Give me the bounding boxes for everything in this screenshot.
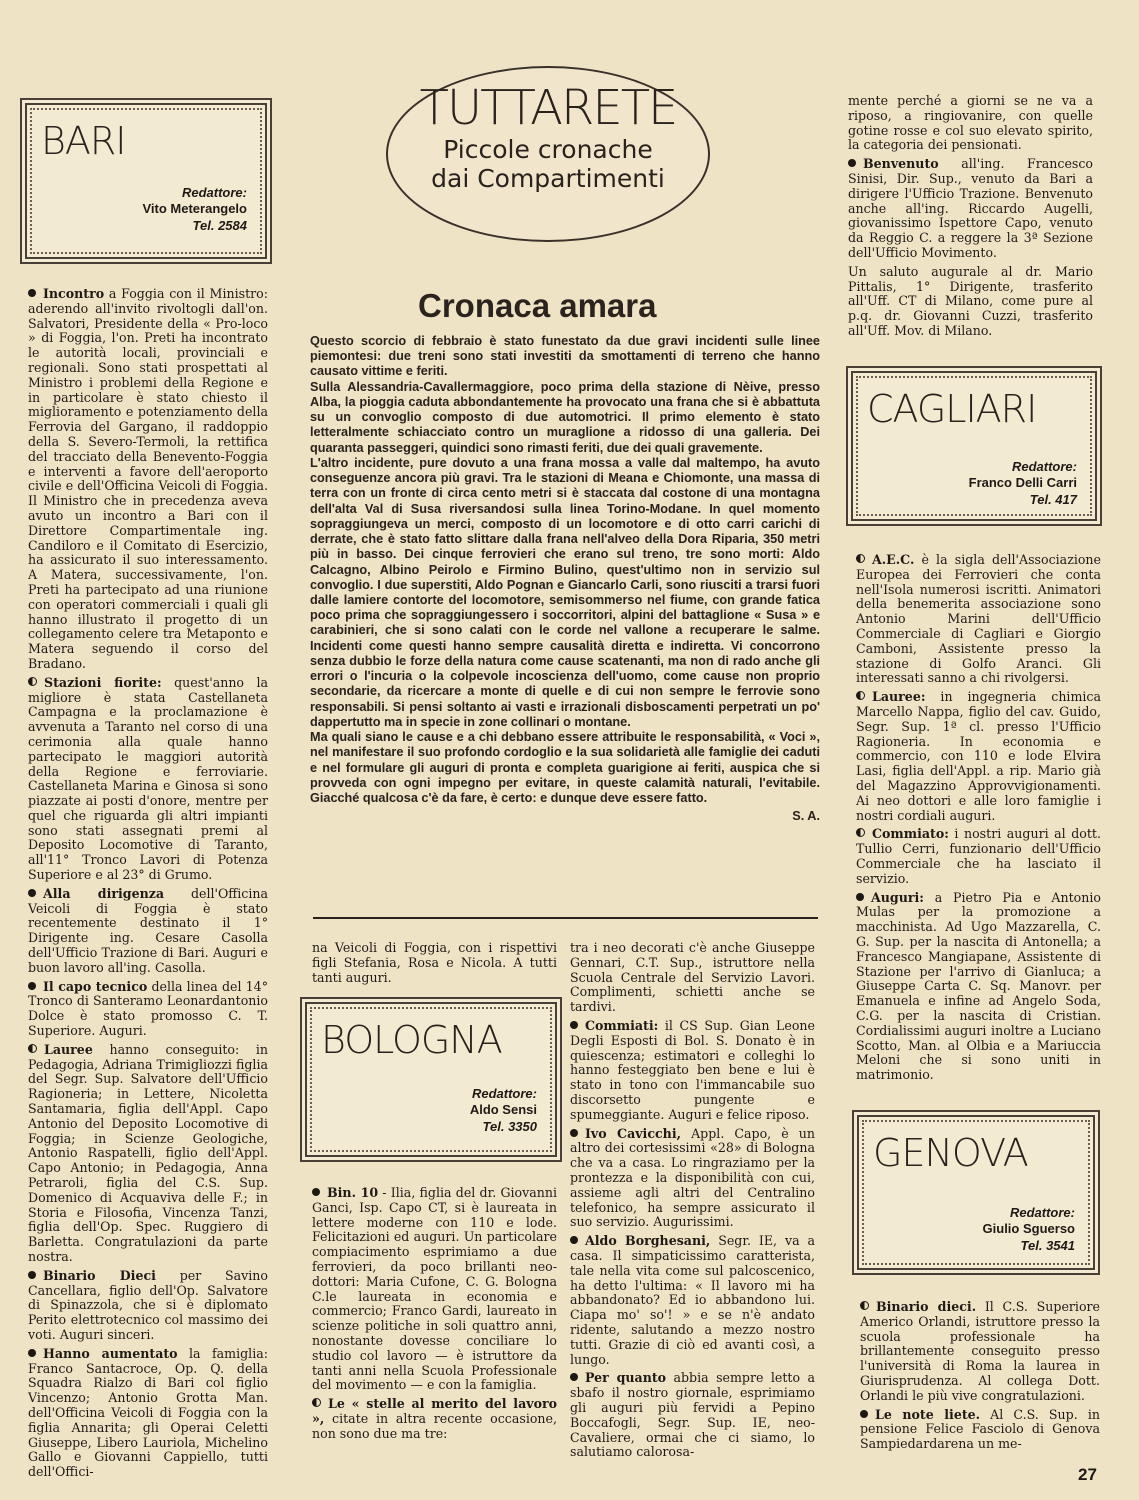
genova-title: GENOVA — [873, 1131, 1028, 1175]
milano-column: mente perché a giorni se ne va a riposo, a ringiovanire, con quelle gotine rosse e col suo elevato spirito, la categoria dei pensionati. Benvenuto all'ing. Francesco Sinisi, Dir. Sup., venuto da Bari a dirigere l'Ufficio Trazione. Benvenuto anche all'ing. Riccardo Augelli, giovanissimo Ispettore Capo, venuto da Reggio C. a reggere la 3ª Sezione dell'Ufficio Movimento. Un saluto augurale al dr. Mario Pittalis, 1° Dirigente, trasferito all'Uff. CT di Milano, come pure al p.q. dr. Giovanni Cuzzi, trasferito all'Uff. Mov. di Milano. — [848, 93, 1093, 338]
list-item: Lauree hanno conseguito: in Pedagogia, Adriana Trimigliozzi figlia del Segr. Sup. Salvatore dell'Ufficio Ragioneria; in Lettere, Nicoletta Santamaria, figlia dell'Appl. Capo Antonio del Deposito Locomotive di Foggia; in Scienze Geologiche, Antonio Raspatelli, figlio dell'Appl. Capo Antonio; in Pedagogia, Anna Petraroli, figlia del C.S. Sup. Domenico di Acquaviva delle F.; in Storia e Filosofia, Vincenza Tanzi, figlia dell'Op. Spec. Ruggiero di Barletta. Congratulazioni da parte nostra. — [28, 1041, 268, 1264]
bologna-column-right: tra i neo decorati c'è anche Giuseppe Gennari, C.T. Sup., istruttore nella Scuola Centrale del Servizio Lavori. Complimenti, schietti anche se tardivi. Commiati: il CS Sup. Gian Leone Degli Esposti di Bol. S. Donato è in quiescenza; estimatori e colleghi lo hanno festeggiato ben bene e lui è stato in tono con l'immancabile suo discorsetto pungente e spumeggiante. Auguri e felice riposo. Ivo Cavicchi, Appl. Capo, è un altro dei cortesissimi «28» di Bologna che va a casa. Lo ringraziamo per la prontezza e la disponibilità con cui, assieme agli altri del Centralino telefonico, ha sempre assicurato il suo servizio. Augurissimi. Aldo Borghesani, Segr. IE, va a casa. Il simpaticissimo caratterista, tale nella vita come sul palcoscenico, ha detto l'ultima: « Il lavoro mi ha abbandonato? Ed io abbandono lui. Ciapa mo' so'! » e se n'è andato ridente, salutando a mezzo nostro tutti. Grazie di ciò ed avanti così, a lungo. Per quanto abbia sempre letto a sbafo il nostro giornale, esprimiamo gli auguri più fervidi a Pepino Boccafogli, Segr. Sup. IE, neo-Cavaliere, ormai che ci siamo, lo salutiamo calorosa- — [570, 940, 815, 1460]
bari-editor — [142, 185, 247, 234]
cagliari-section-header — [846, 366, 1102, 526]
bari-section-header — [20, 98, 272, 264]
bari-title: BARI — [41, 119, 126, 163]
bullet-icon — [848, 159, 856, 167]
list-item: Incontro a Foggia con il Ministro: aderendo all'invito rivoltogli dall'on. Salvatori, Presidente della « Pro-loco » di Foggia, l'on. Preti ha incontrato le autorità locali, provinciali e regionali. Sono stati prospettati al Ministro i problemi della Regione e in particolare è stato chiesto il miglioramento e potenziamento della Ferrovia del Gargano, il raddoppio della S. Severo-Termoli, la rettifica del tracciato della Benevento-Foggia e interventi a favore dell'aeroporto civile e dell'Officina Veicoli di Foggia. Il Ministro che in precedenza aveva avuto un incontro a Bari con il Direttore Compartimentale ing. Candiloro e il Comitato di Esercizio, ha assicurato il suo interessamento. A Matera, successivamente, l'on. Preti ha partecipato ad una riunione con operatori commerciali i quali gli hanno illustrato il progetto di un collegamento celere tra Metaponto e Matera seguendo il corso del Bradano. — [28, 286, 268, 671]
bullet-icon — [856, 691, 865, 700]
bullet-icon — [570, 1236, 578, 1244]
list-item: Ivo Cavicchi, Appl. Capo, è un altro dei cortesissimi «28» di Bologna che va a casa. Lo ringraziamo per la prontezza e la disponibilità con cui, assieme agli altri del Centralino telefonico, ha sempre assicurato il suo servizio. Augurissimi. — [570, 1125, 815, 1230]
list-item: Aldo Borghesani, Segr. IE, va a casa. Il simpaticissimo caratterista, tale nella vita come sul palcoscenico, ha detto l'ultima: « Il lavoro mi ha abbandonato? Ed io abbandono lui. Ciapa mo' so'! » e se n'è andato ridente, salutando a mezzo nostro tutti. Grazie di ciò ed avanti così, a lungo. — [570, 1233, 815, 1367]
bologna-editor-name: Aldo Sensi — [469, 1102, 537, 1118]
bullet-icon — [28, 1271, 36, 1279]
bologna-title: BOLOGNA — [321, 1018, 502, 1062]
article-paragraph: Ma quali siano le cause e a chi debbano essere attribuite le responsabilità, « Voci », nel manifestare il suo profondo cordoglio e la sua solidarietà alle famiglie dei caduti e nel formulare gli auguri di pronta e completa guarigione ai feriti, auspica che si provveda con ogni impegno per evitare, in queste calamità naturali, l'evitabile. Giacché qualcosa c'è da fare, è certo: e dunque deve essere fatto. — [310, 730, 820, 806]
bullet-icon — [570, 1021, 578, 1029]
bullet-icon — [28, 1044, 37, 1053]
article-paragraph: Questo scorcio di febbraio è stato funestato da due gravi incidenti sulle linee piemontesi: due treni sono stati investiti da smottamenti di terreno che hanno causato vittime e feriti. — [310, 334, 820, 379]
cagliari-column — [856, 553, 1101, 1087]
bari-tel: Tel. 2584 — [192, 217, 247, 233]
bullet-icon — [28, 677, 37, 686]
page-number: 27 — [1078, 1465, 1097, 1484]
bullet-icon — [312, 1188, 320, 1196]
genova-editor — [983, 1205, 1075, 1254]
list-item: Binario Dieci per Savino Cancellara, figlio dell'Op. Salvatore di Spinazzola, che si è diplomato Perito elettrotecnico col massimo dei voti. Auguri sinceri. — [28, 1267, 268, 1342]
genova-section-header — [852, 1110, 1100, 1275]
tuttarete-header — [386, 66, 710, 242]
cagliari-tel: Tel. 417 — [1029, 491, 1077, 507]
list-item: Lauree: in ingegneria chimica Marcello Nappa, figlio del cav. Guido, Segr. Sup. 1ª cl. presso l'Ufficio Ragioneria. In economia e commercio, con 110 e lode Elvira Lasi, figlia dell'Appl. a rip. Mario già del Magazzino Approvvigionamenti. Ai neo dottori e alle loro famiglie i nostri cordiali auguri. — [856, 689, 1101, 823]
bari-continued-text: na Veicoli di Foggia, con i rispettivi figli Stefania, Rosa e Nicola. A tutti tanti auguri. — [312, 940, 557, 985]
bullet-icon — [860, 1301, 869, 1310]
bologna-tel: Tel. 3350 — [482, 1118, 537, 1134]
article-title: Cronaca amara — [418, 287, 657, 324]
cagliari-editor-name: Franco Delli Carri — [968, 475, 1077, 491]
header-title: TUTTARETE — [419, 80, 677, 136]
list-item: Stazioni fiorite: quest'anno la migliore è stata Castellaneta Campagna e la proclamazione è avvenuta a Taranto nel corso di una cerimonia alla quale hanno partecipato le maggiori autorità della Regione e ferroviarie. Castellaneta Marina e Ginosa si sono piazzate ai posti d'onore, mentre per quel che riguarda gli altri impianti sono stati assegnati premi al Deposito Locomotive di Taranto, all'11° Tronco Lavori di Potenza Superiore e al 23° di Grumo. — [28, 674, 269, 883]
bullet-icon — [28, 889, 36, 897]
article-signature: S. A. — [792, 809, 820, 824]
cagliari-redattore-label: Redattore: — [1011, 459, 1077, 474]
list-item: Le « stelle al merito del lavoro », citate in altra recente occasione, non sono due ma tre: — [312, 1396, 557, 1441]
divider — [313, 917, 818, 919]
bari-editor-name: Vito Meterangelo — [142, 201, 247, 217]
bullet-icon — [28, 982, 36, 990]
list-item: Commiato: i nostri auguri al dott. Tullio Cerri, funzionario dell'Ufficio Commerciale che ha lasciato il servizio. — [856, 826, 1101, 886]
bologna-editor — [470, 1086, 537, 1135]
cagliari-editor — [969, 459, 1077, 508]
bari-redattore-label: Redattore: — [181, 185, 247, 200]
header-subtitle-1: Piccole cronache — [443, 135, 653, 164]
article-body — [310, 334, 820, 825]
list-item: Binario dieci. Il C.S. Superiore Americo Orlandi, istruttore presso la scuola professionale ha brillantemente conseguito presso l'università di Roma la laurea in Giurisprudenza. Al collega Dott. Orlandi le più vive congratulazioni. — [860, 1299, 1100, 1403]
list-item: Benvenuto all'ing. Francesco Sinisi, Dir. Sup., venuto da Bari a dirigere l'Ufficio Trazione. Benvenuto anche all'ing. Riccardo Augelli, giovanissimo Ispettore Capo, venuto da Reggio C. a reggere la 3ª Sezione dell'Ufficio Movimento. — [848, 156, 1093, 260]
bullet-icon — [860, 1410, 868, 1418]
list-item: Bin. 10 - Ilia, figlia del dr. Giovanni Ganci, Isp. Capo CT, si è laureata in lettere moderne con 110 e lode. Felicitazioni ed auguri. Un particolare compiacimento esprimiamo a due ferrovieri, da poco brillanti neo-dottori: Maria Cufone, C. G. Bologna C.le laureata in economia e commercio; Franco Gardi, laureato in scienze politiche in soli quattro anni, nonostante dovesse conciliare lo studio col lavoro — è istruttore da tanti anni nella Scuola Professionale del movimento — e con la famiglia. — [312, 1185, 557, 1393]
list-item: Le note liete. Al C.S. Sup. in pensione Felice Fasciolo di Genova Sampiedardarena un me- — [860, 1406, 1100, 1452]
bullet-icon — [856, 828, 865, 837]
bullet-icon — [28, 1349, 36, 1357]
list-item: Il capo tecnico della linea del 14° Tronco di Santeramo Leonardantonio Dolce è stato promosso C. T. Superiore. Auguri. — [28, 978, 268, 1039]
list-item: Commiati: il CS Sup. Gian Leone Degli Esposti di Bol. S. Donato è in quiescenza; estimatori e colleghi lo hanno festeggiato ben bene e lui è stato in tono con l'immancabile suo discorsetto pungente e spumeggiante. Auguri e felice riposo. — [570, 1017, 815, 1122]
bullet-icon — [856, 893, 864, 901]
list-item: Per quanto abbia sempre letto a sbafo il nostro giornale, esprimiamo gli auguri più fervidi a Pepino Boccafogli, Segr. Sup. IE, neo-Cavaliere, ormai che ci siamo, lo salutiamo calorosa- — [570, 1370, 815, 1460]
genova-tel: Tel. 3541 — [1020, 1237, 1075, 1253]
genova-redattore-label: Redattore: — [1009, 1205, 1075, 1220]
bullet-icon — [570, 1129, 578, 1137]
list-item: A.E.C. è la sigla dell'Associazione Europea dei Ferrovieri che conta nell'Isola numerosi iscritti. Animatori della benemerita associazione sono Antonio Marini dell'Ufficio Commerciale di Cagliari e Giorgio Camboni, Assistente presso la stazione di Golfo Aranci. Gli interessati sanno a chi rivolgersi. — [856, 552, 1101, 686]
bologna-section-header — [300, 997, 562, 1162]
bullet-icon — [312, 1398, 321, 1407]
bullet-icon — [570, 1373, 578, 1381]
article-paragraph: L'altro incidente, pure dovuto a una frana mossa a valle dal maltempo, ha avuto conseguenze ancora più gravi. Tra le stazioni di Meana e Chiomonte, una massa di terra con un fronte di circa cento metri si è staccata dal costone di una montagna dell'alta Val di Susa riversandosi sulla linea Torino-Modane. In quel momento sopraggiungeva un merci, composto di un locomotore e di otto carri carichi di derrate, che è stato fatto slittare dalla frana nell'alveo della Dora Riparia, 350 metri più in basso. Dei cinque ferrovieri che erano sul treno, tre sono morti: Aldo Calcagno, Albino Peirolo e Firmino Bulino, quest'ultimo non in servizio sul convoglio. I due superstiti, Aldo Pognan e Giancarlo Carli, sono riusciti a trarsi fuori dalle lamiere contorte del locomotore, semisommerso nel fiume, con grande fatica poco prima che sopraggiungessero i soccorritori, alpini del battaglione « Susa » e carabinieri, che si sono calati con le corde nel vallone a recuperare le salme. Incidenti come questi hanno sempre causalità diretta e indiretta. Vi concorrono senza dubbio le forze della natura come cause scatenanti, ma non di rado anche gli errori o l'incuria o la colpevole incoscienza dell'uomo, come cause non proprio secondarie, da ricercare a monte di quelle e di cui non sempre le ferrovie sono responsabili. Si pensi soltanto ai vasti e irrazionali disboscamenti perpetrati un po' dappertutto ma in specie in zone collinari o montane. — [310, 455, 820, 729]
cagliari-title: CAGLIARI — [867, 387, 1037, 431]
bologna-redattore-label: Redattore: — [471, 1086, 537, 1101]
genova-column — [860, 1300, 1100, 1456]
bologna-column-left — [312, 1186, 557, 1446]
genova-editor-name: Giulio Sguerso — [982, 1221, 1075, 1237]
list-item: Alla dirigenza dell'Officina Veicoli di Foggia è stato recentemente destinato il 1° Dirigente ing. Cesare Casolla dell'Ufficio Trazione di Bari. Auguri e buon lavoro all'ing. Casolla. — [28, 885, 268, 975]
header-subtitle-2: dai Compartimenti — [431, 163, 665, 193]
bullet-icon — [28, 289, 36, 297]
bari-column — [28, 287, 268, 1484]
list-item: Hanno aumentato la famiglia: Franco Santacroce, Op. Q. della Squadra Rialzo di Bari col figlio Vincenzo; Antonio Grotta Man. dell'Officina Veicoli di Foggia con la figlia Annarita; gli Operai Celetti Giuseppe, Libero Lauriola, Michelino Gallo e Giovanni Cappiello, tutti dell'Offici- — [28, 1345, 268, 1480]
bullet-icon — [856, 554, 865, 563]
article-paragraph: Sulla Alessandria-Cavallermaggiore, poco prima della stazione di Nèive, presso Alba, la pioggia caduta abbondantemente ha provocato una frana che si è abbattuta su un convoglio composto di due automotrici. Il primo elemento è stato letteralmente schiacciato contro un muraglione a ridosso di una galleria. Dei quaranta passeggeri, quindici sono rimasti feriti, due dei quali gravemente. — [310, 379, 820, 455]
list-item: Auguri: a Pietro Pia e Antonio Mulas per la promozione a macchinista. Ad Ugo Mazzarella, C. G. Sup. per la nascita di Antonella; a Francesco Mangiapane, Assistente di Stazione per l'arrivo di Gianluca; a Giuseppe Carta C. Sq. Manovr. per Emanuela e infine ad Angelo Soda, C.G. per la nascita di Cristian. Cordialissimi auguri inoltre a Luciano Scotto, Man. al Olbia e a Mariuccia Meloni che si sono uniti in matrimonio. — [856, 889, 1101, 1083]
